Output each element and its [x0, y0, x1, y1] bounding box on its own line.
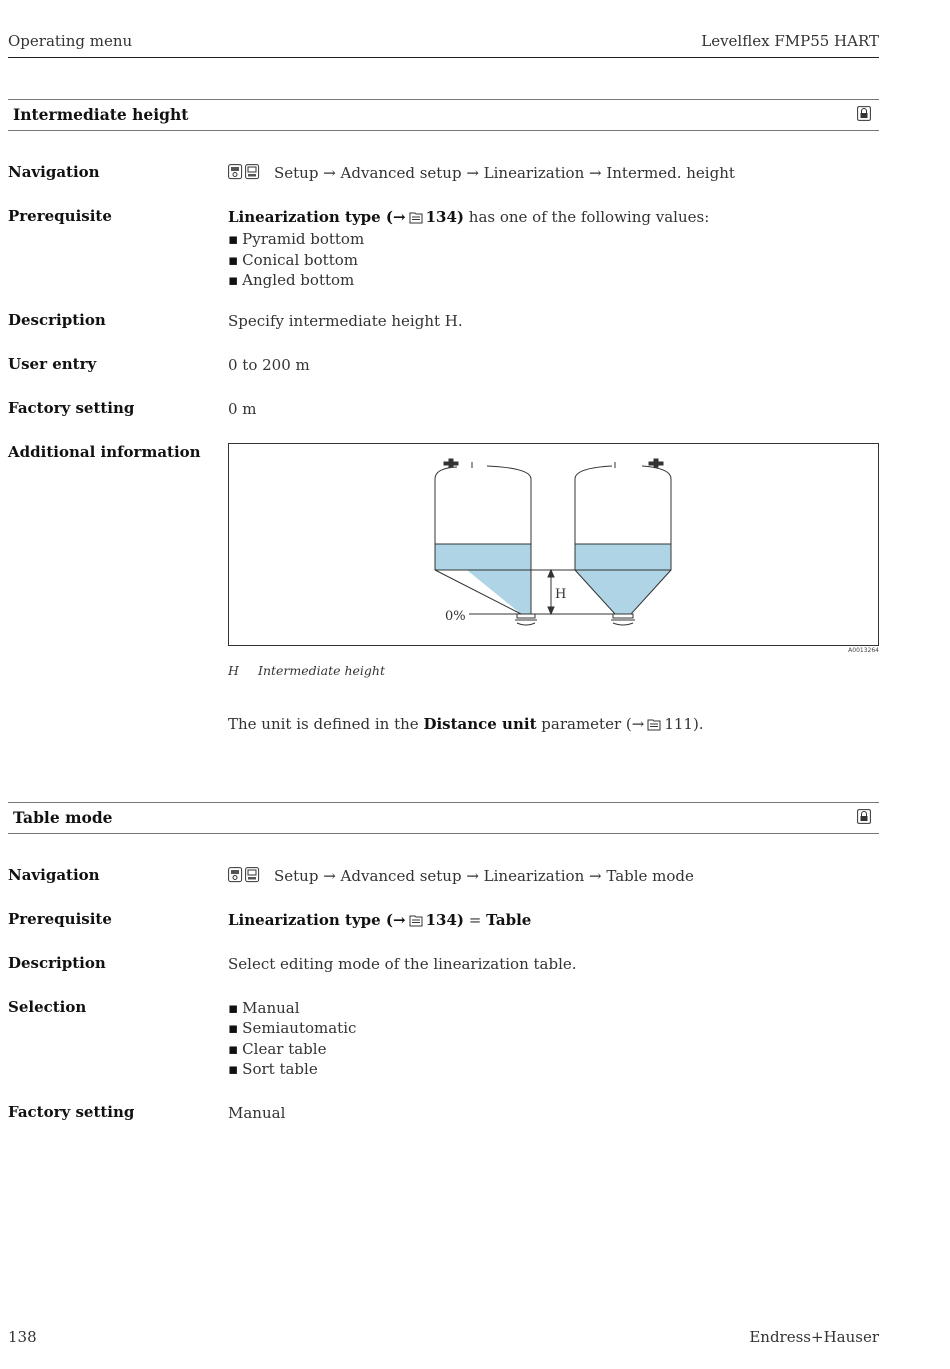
prerequisite-value [228, 910, 531, 932]
navigation-value [228, 866, 694, 888]
factory-setting-label: Factory setting [8, 399, 135, 417]
unit-note-parameter: Distance unit [423, 715, 537, 733]
caption-key: H [228, 663, 239, 678]
book-reference-icon [647, 716, 661, 736]
lock-icon [857, 106, 871, 125]
zero-percent-label: 0% [445, 609, 466, 624]
book-reference-icon [409, 912, 423, 932]
prereq-value-item: ▪ Pyramid bottom [228, 229, 868, 249]
prereq-parameter: Linearization type (→ [228, 911, 406, 929]
unit-note [228, 714, 704, 736]
navigation-value [228, 163, 735, 185]
unit-note-ref: 111). [664, 715, 704, 733]
book-reference-icon [409, 209, 423, 229]
prereq-rest: has one of the following values: [468, 208, 710, 226]
selection-item: ▪ Manual [228, 998, 356, 1018]
section-title: Table mode [13, 808, 113, 827]
unit-note-mid: parameter (→ [541, 715, 645, 733]
prereq-value-item: ▪ Conical bottom [228, 250, 868, 270]
operating-tool-icons [228, 867, 260, 888]
selection-item: ▪ Sort table [228, 1059, 356, 1079]
description-label: Description [8, 954, 106, 972]
factory-setting-label: Factory setting [8, 1103, 135, 1121]
description-label: Description [8, 311, 106, 329]
display-icon [246, 165, 259, 179]
unit-note-pre: The unit is defined in the [228, 715, 419, 733]
operating-tool-icon [229, 165, 242, 179]
header-chapter: Operating menu [8, 32, 133, 50]
prereq-page: 134) [425, 911, 464, 929]
description-value: Select editing mode of the linearization table. [228, 955, 577, 973]
additional-information-label: Additional information [8, 443, 201, 461]
navigation-label: Navigation [8, 866, 100, 884]
factory-setting-value: 0 m [228, 400, 257, 418]
section-title: Intermediate height [13, 105, 189, 124]
prereq-table-value: Table [486, 911, 532, 929]
navigation-path: Setup → Advanced setup → Linearization → Table mode [274, 867, 694, 885]
selection-list [228, 998, 356, 1079]
operating-tool-icon [229, 868, 242, 882]
user-entry-value: 0 to 200 m [228, 356, 310, 374]
prerequisite-value [228, 207, 868, 290]
prereq-value-item: ▪ Angled bottom [228, 270, 868, 290]
tank-angled-bottom [435, 459, 537, 625]
prereq-page: 134) [425, 208, 464, 226]
lock-icon [857, 809, 871, 828]
prerequisite-label: Prerequisite [8, 207, 112, 225]
description-value: Specify intermediate height H. [228, 312, 463, 330]
figure-code: A0013264 [848, 647, 879, 654]
header-rule [8, 57, 879, 58]
section-table-mode-header [8, 802, 879, 834]
header-product: Levelflex FMP55 HART [701, 32, 879, 50]
navigation-path: Setup → Advanced setup → Linearization → Intermed. height [274, 164, 735, 182]
section-intermediate-height-header [8, 99, 879, 131]
brand-name: Endress+Hauser [749, 1328, 879, 1346]
operating-tool-icons [228, 164, 260, 185]
factory-setting-value: Manual [228, 1104, 286, 1122]
prerequisite-label: Prerequisite [8, 910, 112, 928]
intermediate-height-figure [228, 443, 879, 646]
page-number: 138 [8, 1328, 37, 1346]
user-entry-label: User entry [8, 355, 97, 373]
navigation-label: Navigation [8, 163, 100, 181]
selection-label: Selection [8, 998, 87, 1016]
selection-item: ▪ Semiautomatic [228, 1018, 356, 1038]
caption-text: Intermediate height [258, 663, 386, 678]
h-label: H [555, 587, 567, 602]
tank-conical-bottom [575, 459, 671, 625]
prereq-parameter: Linearization type (→ [228, 208, 406, 226]
display-icon [246, 868, 259, 882]
selection-item: ▪ Clear table [228, 1039, 356, 1059]
prereq-equals: = [468, 911, 482, 929]
